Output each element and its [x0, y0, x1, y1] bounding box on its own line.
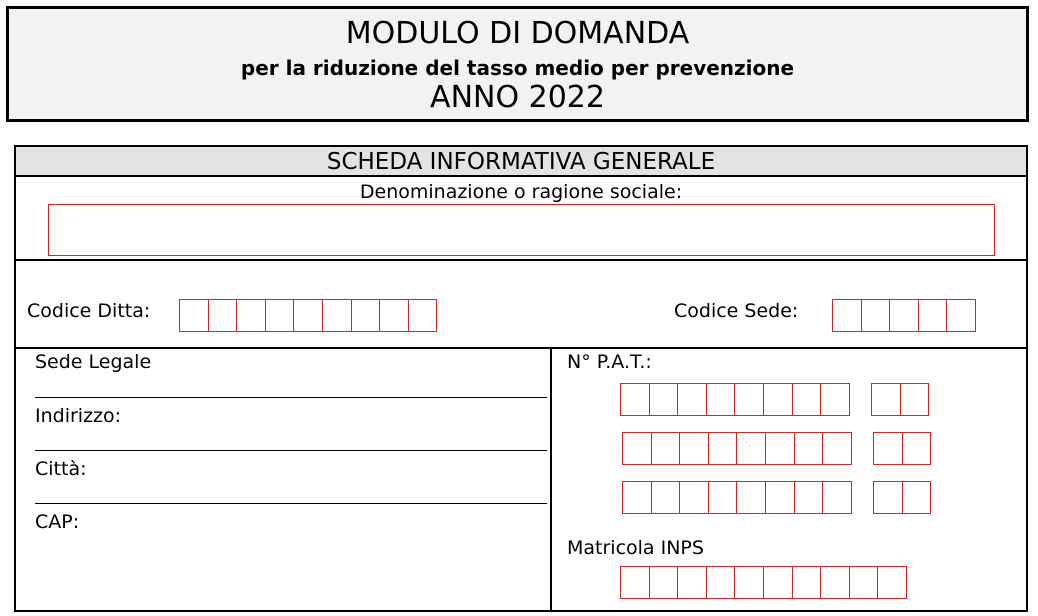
- scheda-informativa-card: [14, 145, 1028, 612]
- pat-cell[interactable]: [873, 481, 903, 514]
- pat-cell[interactable]: [820, 383, 850, 416]
- citta-label: Città:: [35, 458, 87, 480]
- pat-cell[interactable]: [902, 481, 932, 514]
- codice-ditta-cell[interactable]: [265, 299, 295, 332]
- pat-cell[interactable]: [649, 383, 679, 416]
- pat-row-3-main[interactable]: [622, 481, 852, 514]
- codice-sede-cell[interactable]: [832, 299, 862, 332]
- citta-line[interactable]: [35, 503, 547, 504]
- pat-cell[interactable]: [822, 432, 852, 465]
- section-title: SCHEDA INFORMATIVA GENERALE: [326, 149, 716, 175]
- form-year: ANNO 2022: [430, 80, 605, 115]
- pat-row-3-suffix[interactable]: [873, 481, 931, 514]
- denominazione-label: Denominazione o ragione sociale:: [359, 181, 683, 203]
- pat-row-1-main[interactable]: [620, 383, 850, 416]
- sede-legale-line[interactable]: [35, 397, 547, 398]
- pat-label: N° P.A.T.:: [567, 351, 652, 373]
- pat-cell[interactable]: [736, 481, 766, 514]
- pat-row-2-suffix[interactable]: [873, 432, 931, 465]
- pat-cell[interactable]: [822, 481, 852, 514]
- pat-cell[interactable]: [902, 432, 932, 465]
- row-divider-2: [16, 347, 1026, 349]
- codice-ditta-cell[interactable]: [208, 299, 238, 332]
- pat-cell[interactable]: [708, 432, 738, 465]
- sede-legale-label: Sede Legale: [35, 351, 152, 373]
- pat-cell[interactable]: [708, 481, 738, 514]
- row-divider-1: [16, 259, 1026, 261]
- matricola-cell[interactable]: [877, 566, 907, 599]
- form-subtitle: per la riduzione del tasso medio per prevenzione: [240, 56, 795, 80]
- pat-cell[interactable]: [620, 383, 650, 416]
- denominazione-input[interactable]: [48, 204, 995, 256]
- pat-cell[interactable]: [679, 481, 709, 514]
- codice-ditta-cell[interactable]: [236, 299, 266, 332]
- pat-cell[interactable]: [873, 432, 903, 465]
- pat-cell[interactable]: [765, 481, 795, 514]
- codice-ditta-cell[interactable]: [408, 299, 438, 332]
- codice-sede-cell[interactable]: [889, 299, 919, 332]
- codice-ditta-cell[interactable]: [351, 299, 381, 332]
- pat-cell[interactable]: [765, 432, 795, 465]
- matricola-cell[interactable]: [734, 566, 764, 599]
- codice-ditta-cell[interactable]: [379, 299, 409, 332]
- matricola-cell[interactable]: [620, 566, 650, 599]
- pat-cell[interactable]: [900, 383, 930, 416]
- matricola-cell[interactable]: [706, 566, 736, 599]
- pat-cell[interactable]: [679, 432, 709, 465]
- pat-cell[interactable]: [677, 383, 707, 416]
- matricola-cell[interactable]: [677, 566, 707, 599]
- cap-label: CAP:: [35, 511, 80, 533]
- matricola-cell[interactable]: [763, 566, 793, 599]
- pat-cell[interactable]: [706, 383, 736, 416]
- pat-cell[interactable]: [734, 383, 764, 416]
- form-title: MODULO DI DOMANDA: [345, 16, 690, 51]
- codice-sede-cell[interactable]: [946, 299, 976, 332]
- pat-cell[interactable]: [871, 383, 901, 416]
- indirizzo-label: Indirizzo:: [35, 405, 122, 427]
- matricola-cell[interactable]: [820, 566, 850, 599]
- codice-ditta-cell[interactable]: [322, 299, 352, 332]
- pat-cell[interactable]: [763, 383, 793, 416]
- codice-ditta-cell[interactable]: [293, 299, 323, 332]
- matricola-inps-label: Matricola INPS: [567, 537, 704, 559]
- matricola-cell[interactable]: [849, 566, 879, 599]
- matricola-cell[interactable]: [649, 566, 679, 599]
- pat-cell[interactable]: [794, 481, 824, 514]
- pat-cell[interactable]: [794, 432, 824, 465]
- codice-sede-boxes[interactable]: [832, 299, 976, 332]
- codice-ditta-boxes[interactable]: [179, 299, 437, 332]
- matricola-inps-boxes[interactable]: [620, 566, 907, 599]
- pat-cell[interactable]: [651, 481, 681, 514]
- pat-row-2-main[interactable]: [622, 432, 852, 465]
- section-title-bar: [16, 147, 1026, 177]
- pat-cell[interactable]: [622, 481, 652, 514]
- form-header: [6, 6, 1029, 122]
- pat-cell[interactable]: [792, 383, 822, 416]
- indirizzo-line[interactable]: [35, 450, 547, 451]
- codice-ditta-label: Codice Ditta:: [27, 300, 151, 322]
- pat-cell[interactable]: [651, 432, 681, 465]
- pat-cell[interactable]: [736, 432, 766, 465]
- codice-sede-label: Codice Sede:: [674, 300, 799, 322]
- pat-cell[interactable]: [622, 432, 652, 465]
- column-divider: [550, 348, 552, 612]
- matricola-cell[interactable]: [792, 566, 822, 599]
- codice-ditta-cell[interactable]: [179, 299, 209, 332]
- codice-sede-cell[interactable]: [918, 299, 948, 332]
- pat-row-1-suffix[interactable]: [871, 383, 929, 416]
- codice-sede-cell[interactable]: [861, 299, 891, 332]
